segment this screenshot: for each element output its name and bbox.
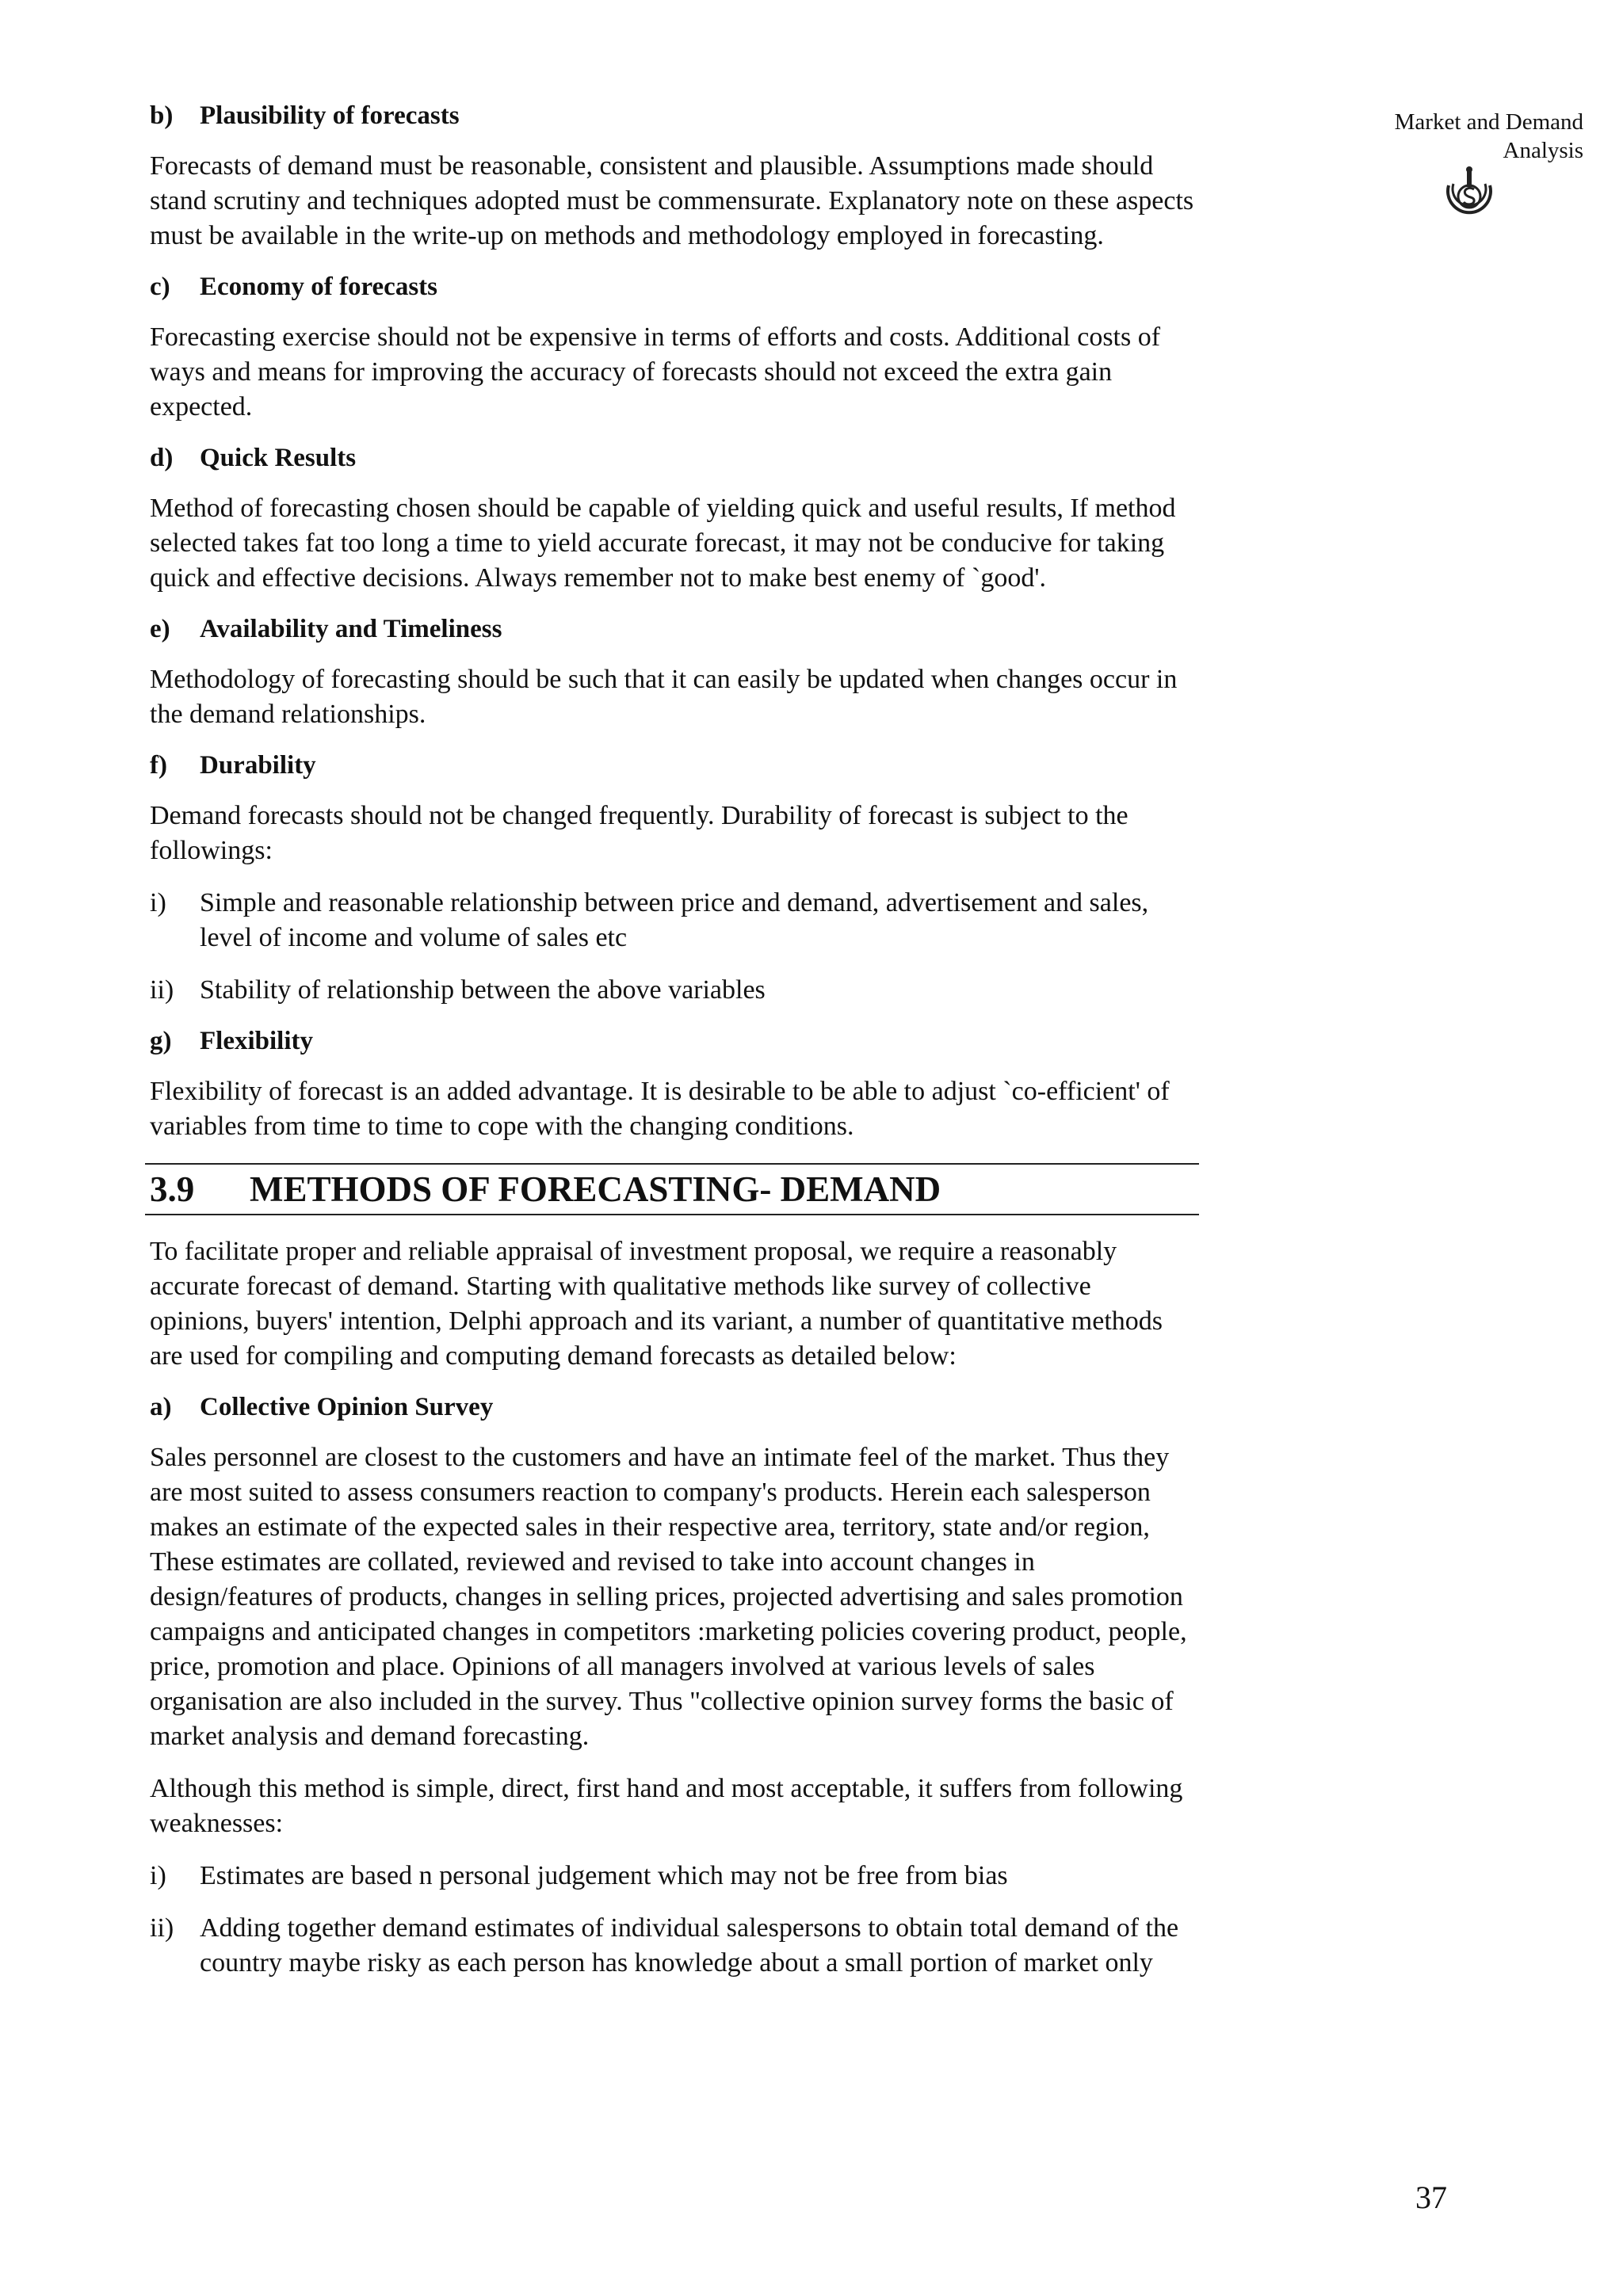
list-item-text: Estimates are based n personal judgement which may not be free from bias	[200, 1861, 1008, 1890]
subheading-title: Durability	[200, 751, 316, 780]
subheading-label: f)	[150, 751, 167, 780]
subheading-plausibility	[150, 100, 1194, 132]
list-item	[150, 1859, 1194, 1894]
subheading-title: Quick Results	[200, 444, 357, 472]
list-item	[150, 973, 1194, 1008]
subheading-quick-results	[150, 442, 1194, 474]
subheading-flexibility	[150, 1025, 1194, 1057]
page-content	[150, 93, 1194, 1998]
list-item	[150, 1911, 1194, 1981]
paragraph-collective-opinion: Sales personnel are closest to the customers and have an intimate feel of the market. Thus they are most suited to assess consumers reaction to company's products. Herein each salesperson makes an estimate of the expected sales in their respective area, territory, state and/or region, These estimates are collated, reviewed and revised to take into account changes in design/features of products, changes in selling prices, projected advertising and sales promotion campaigns and anticipated changes in competitors :marketing policies covering product, people, price, promotion and place. Opinions of all managers involved at various levels of sales organisation are also included in the survey. Thus "collective opinion survey forms the basic of market analysis and demand forecasting.	[150, 1443, 1187, 1751]
subheading-label: a)	[150, 1393, 172, 1421]
subheading-availability	[150, 613, 1194, 645]
subheading-label: g)	[150, 1027, 172, 1055]
list-item-text: Adding together demand estimates of individual salespersons to obtain total demand of the country maybe risky as each person has knowledge about a small portion of market only	[200, 1913, 1179, 1978]
subheading-title: Flexibility	[200, 1027, 313, 1055]
paragraph-durability: Demand forecasts should not be changed frequently. Durability of forecast is subject to the followings:	[150, 801, 1128, 865]
subheading-title: Availability and Timeliness	[200, 615, 502, 643]
subheading-label: c)	[150, 273, 170, 301]
subheading-label: b)	[150, 101, 174, 130]
subheading-title: Plausibility of forecasts	[200, 101, 460, 130]
subheading-label: e)	[150, 615, 170, 643]
subheading-label: d)	[150, 444, 174, 472]
paragraph-availability: Methodology of forecasting should be such that it can easily be updated when changes occur in the demand relationships.	[150, 665, 1178, 729]
running-header	[1314, 108, 1583, 165]
running-header-line1: Market and Demand	[1394, 109, 1583, 135]
subheading-economy	[150, 271, 1194, 303]
list-item-number: ii)	[150, 1913, 174, 1943]
paragraph-economy: Forecasting exercise should not be expensive in terms of efforts and costs. Additional costs of ways and means for improving the accuracy of forecasts should not exceed the extra gain expected.	[150, 322, 1161, 421]
list-item-text: Simple and reasonable relationship between price and demand, advertisement and sales, level of income and volume of sales etc	[200, 888, 1149, 952]
paragraph-section-intro: To facilitate proper and reliable appraisal of investment proposal, we require a reasonably accurate forecast of demand. Starting with qualitative methods like survey of collective opinions, buyers' intention, Delphi approach and its variant, a number of quantitative methods are used for compiling and computing demand forecasts as detailed below:	[150, 1237, 1163, 1371]
paragraph-quick-results: Method of forecasting chosen should be capable of yielding quick and useful results, If method selected takes fat too long a time to yield accurate forecast, it may not be conducive for taking quick and effective decisions. Always remember not to make best enemy of `good'.	[150, 494, 1176, 593]
paragraph-weaknesses: Although this method is simple, direct, first hand and most acceptable, it suffers from following weaknesses:	[150, 1774, 1183, 1838]
list-item-number: i)	[150, 888, 166, 917]
section-heading	[145, 1163, 1199, 1215]
subheading-collective-opinion	[150, 1391, 1194, 1423]
list-item-number: i)	[150, 1861, 166, 1890]
list-item-number: ii)	[150, 975, 174, 1005]
list-item	[150, 886, 1194, 955]
section-number: 3.9	[150, 1169, 195, 1209]
list-item-text: Stability of relationship between the above variables	[200, 975, 766, 1005]
section-title: METHODS OF FORECASTING- DEMAND	[250, 1169, 941, 1209]
subheading-title: Economy of forecasts	[200, 273, 437, 301]
university-logo-icon	[1442, 165, 1496, 222]
subheading-durability	[150, 749, 1194, 781]
paragraph-plausibility: Forecasts of demand must be reasonable, consistent and plausible. Assumptions made should stand scrutiny and techniques adopted must be commensurate. Explanatory note on these aspects must be available in the write-up on methods and methodology employed in forecasting.	[150, 151, 1194, 250]
paragraph-flexibility: Flexibility of forecast is an added advantage. It is desirable to be able to adjust `co-efficient' of variables from time to time to cope with the changing conditions.	[150, 1077, 1170, 1141]
page-number: 37	[1415, 2180, 1447, 2215]
subheading-title: Collective Opinion Survey	[200, 1393, 494, 1421]
running-header-line2: Analysis	[1503, 138, 1583, 163]
